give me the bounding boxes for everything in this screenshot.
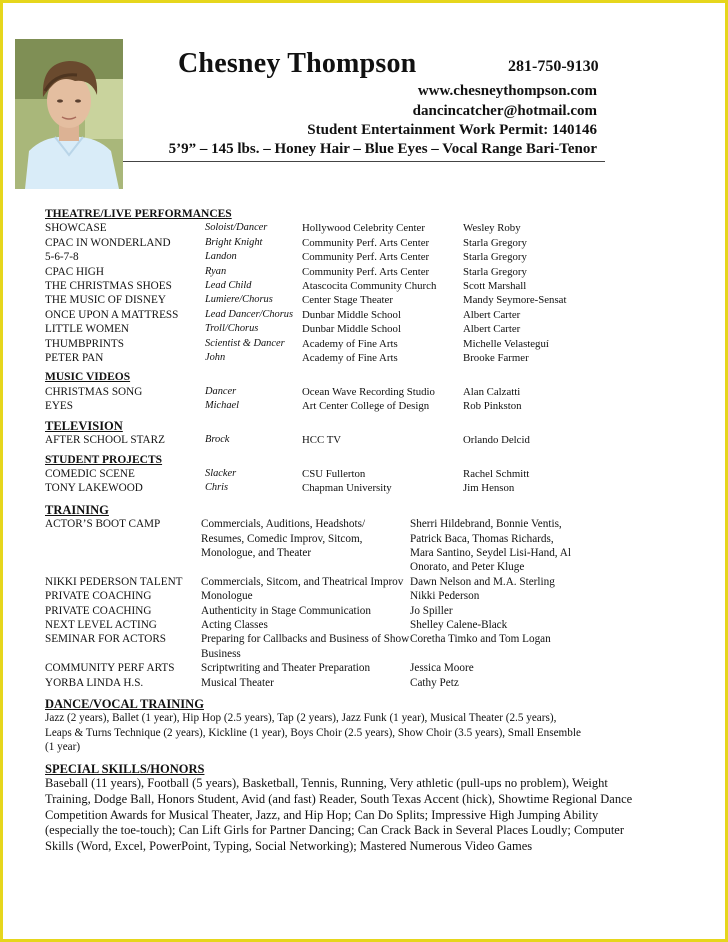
credit-row (45, 221, 645, 235)
training-school: SEMINAR FOR ACTORS (45, 633, 167, 646)
credit-director: Starla Gregory (463, 236, 527, 249)
candidate-name: Chesney Thompson (178, 48, 417, 79)
credit-row (45, 308, 645, 322)
training-school: NIKKI PEDERSON TALENT (45, 575, 183, 588)
training-school: ACTOR’S BOOT CAMP (45, 518, 161, 531)
credit-role: Chris (205, 482, 229, 494)
training-instructors: Dawn Nelson and M.A. Sterling (410, 575, 555, 588)
training-subject: Acting Classes (201, 618, 268, 631)
credit-director: Rob Pinkston (463, 400, 522, 413)
credit-title: SHOWCASE (45, 222, 107, 235)
credit-title: THE CHRISTMAS SHOES (45, 280, 172, 293)
training-instructors: Sherri Hildebrand, Bonnie Ventis, Patrick Baca, Thomas Richards, Mara Santino, Seydel Lisi-Hand, Al Onorato, and Peter Kluge (410, 518, 571, 574)
header-divider (123, 161, 605, 162)
dance-vocal-heading: DANCE/VOCAL TRAINING (45, 697, 204, 711)
credit-director: Starla Gregory (463, 265, 527, 278)
training-table (45, 517, 645, 690)
student-projects-table (45, 467, 645, 496)
theatre-heading: THEATRE/LIVE PERFORMANCES (45, 208, 232, 220)
training-instructors: Jo Spiller (410, 604, 453, 617)
credit-role: Slacker (205, 467, 237, 479)
email: dancincatcher@hotmail.com (412, 103, 597, 119)
training-row (45, 618, 645, 632)
credit-role: Soloist/Dancer (205, 222, 268, 234)
training-school: YORBA LINDA H.S. (45, 676, 144, 689)
work-permit: Student Entertainment Work Permit: 140146 (307, 122, 597, 138)
credit-role: Dancer (205, 385, 237, 397)
credit-role: Michael (205, 400, 240, 412)
training-row (45, 604, 645, 618)
credit-row (45, 433, 645, 447)
credit-venue: Dunbar Middle School (302, 308, 401, 321)
training-school: PRIVATE COACHING (45, 590, 152, 603)
credit-row (45, 236, 645, 250)
training-school: NEXT LEVEL ACTING (45, 618, 157, 631)
training-subject: Authenticity in Stage Communication (201, 604, 371, 617)
credit-row (45, 293, 645, 307)
credit-venue: Dunbar Middle School (302, 323, 401, 336)
credit-role: Lead Dancer/Chorus (205, 308, 294, 320)
headshot-photo (15, 39, 123, 189)
music-videos-heading: MUSIC VIDEOS (45, 371, 131, 384)
credit-row (45, 250, 645, 264)
credit-role: Troll/Chorus (205, 323, 259, 335)
credit-director: Scott Marshall (463, 280, 527, 293)
credit-director: Jim Henson (463, 482, 515, 495)
credit-venue: Community Perf. Arts Center (302, 265, 430, 278)
credit-title: EYES (45, 400, 73, 413)
credit-role: Scientist & Dancer (205, 337, 285, 349)
training-instructors: Shelley Calene-Black (410, 618, 508, 631)
phone-number: 281-750-9130 (508, 58, 599, 75)
credit-title: PETER PAN (45, 352, 104, 365)
credit-row (45, 481, 645, 495)
training-subject: Musical Theater (201, 676, 274, 689)
credit-venue: Community Perf. Arts Center (302, 251, 430, 264)
physical-stats: 5’9” – 145 lbs. – Honey Hair – Blue Eyes – Vocal Range Bari-Tenor (168, 141, 597, 157)
television-heading: TELEVISION (45, 418, 123, 433)
credit-title: THUMBPRINTS (45, 337, 124, 350)
credit-venue: Center Stage Theater (302, 294, 393, 307)
credit-role: Ryan (205, 265, 227, 277)
credit-director: Rachel Schmitt (463, 467, 530, 480)
credit-director: Mandy Seymore-Sensat (463, 294, 567, 307)
credit-venue: HCC TV (302, 434, 342, 447)
training-subject: Preparing for Callbacks and Business of Show Business (201, 633, 410, 660)
credit-row (45, 351, 645, 365)
credit-director: Alan Calzatti (463, 385, 521, 398)
training-row (45, 676, 645, 690)
training-subject: Commercials, Sitcom, and Theatrical Improv (201, 575, 404, 588)
credit-title: AFTER SCHOOL STARZ (45, 434, 165, 447)
credit-venue: Academy of Fine Arts (302, 352, 398, 365)
credit-director: Starla Gregory (463, 251, 527, 264)
training-subject: Scriptwriting and Theater Preparation (201, 662, 371, 675)
credit-role: Lead Child (205, 280, 252, 292)
credit-row (45, 399, 645, 413)
credit-row (45, 385, 645, 399)
credit-title: LITTLE WOMEN (45, 323, 129, 336)
training-instructors: Cathy Petz (410, 676, 459, 689)
credit-venue: Academy of Fine Arts (302, 337, 398, 350)
credit-venue: CSU Fullerton (302, 467, 366, 480)
training-heading: TRAINING (45, 502, 109, 517)
music-videos-table (45, 385, 645, 414)
training-row (45, 632, 645, 661)
credit-title: COMEDIC SCENE (45, 467, 135, 480)
credit-venue: Art Center College of Design (302, 400, 430, 413)
training-school: PRIVATE COACHING (45, 604, 152, 617)
training-row (45, 589, 645, 603)
special-skills-text: Baseball (11 years), Football (5 years), Basketball, Tennis, Running, Very athletic (pull-ups no problem), Weight Training, Dodge Ball, Honors Student, Avid (and fast) Reader, South Texas Accent (hick), Showtime Regional Dance Competition Awards for Musical Theater, Jazz, and Hip Hop; Can Do Splits; Impressive High Jumping Ability (especially the toe-touch); Can Lift Girls for Partner Dancing; Can Crack Back in Several Places Loudly; Computer Skills (Word, Excel, PowerPoint, Typing, Social Networking); Mastered Numerous Video Games (45, 776, 633, 854)
training-instructors: Coretha Timko and Tom Logan (410, 633, 551, 646)
credit-director: Brooke Farmer (463, 352, 529, 365)
training-school: COMMUNITY PERF ARTS (45, 662, 175, 675)
credit-title: THE MUSIC OF DISNEY (45, 294, 166, 307)
credit-director: Orlando Delcid (463, 434, 530, 447)
credit-title: CHRISTMAS SONG (45, 385, 143, 398)
credit-row (45, 265, 645, 279)
credit-venue: Chapman University (302, 482, 392, 495)
training-instructors: Nikki Pederson (410, 590, 480, 603)
training-row (45, 575, 645, 589)
credit-row (45, 279, 645, 293)
credit-role: Landon (205, 251, 237, 263)
special-skills-heading: SPECIAL SKILLS/HONORS (45, 761, 205, 776)
credit-director: Albert Carter (463, 323, 521, 336)
credit-row (45, 467, 645, 481)
credit-venue: Atascocita Community Church (302, 280, 437, 293)
credit-venue: Community Perf. Arts Center (302, 236, 430, 249)
training-row (45, 517, 645, 575)
training-subject: Monologue (201, 590, 253, 603)
credit-role: John (205, 352, 226, 364)
credit-role: Lumiere/Chorus (205, 294, 273, 306)
credit-venue: Hollywood Celebrity Center (302, 222, 425, 235)
credit-role: Bright Knight (205, 236, 263, 248)
credit-title: CPAC HIGH (45, 265, 104, 278)
credit-director: Michelle Velasteguí (463, 337, 549, 350)
headshot-image (15, 39, 123, 189)
credit-role: Brock (205, 434, 230, 446)
credit-director: Albert Carter (463, 308, 521, 321)
theatre-table (45, 221, 645, 365)
training-subject: Commercials, Auditions, Headshots/ Resumes, Comedic Improv, Sitcom, Monologue, and Theater (201, 518, 366, 559)
television-table (45, 433, 645, 447)
credit-title: CPAC IN WONDERLAND (45, 236, 171, 249)
credit-title: 5-6-7-8 (45, 251, 79, 264)
website: www.chesneythompson.com (417, 83, 597, 99)
training-instructors: Jessica Moore (410, 662, 474, 675)
credit-title: ONCE UPON A MATTRESS (45, 308, 179, 321)
student-projects-heading: STUDENT PROJECTS (45, 453, 163, 466)
credit-row (45, 322, 645, 336)
credit-title: TONY LAKEWOOD (45, 482, 143, 495)
training-row (45, 661, 645, 675)
dance-vocal-text: Jazz (2 years), Ballet (1 year), Hip Hop (2.5 years), Tap (2 years), Jazz Funk (1 year), Musical Theater (2.5 years), Leaps & Turns Technique (2 years), Kickline (1 year), Boys Choir (2.5 years), Show Choir (3.5 years), Small Ensemble (1 year) (45, 712, 581, 754)
credit-row (45, 337, 645, 351)
credit-venue: Ocean Wave Recording Studio (302, 385, 435, 398)
resume-body (45, 207, 645, 855)
credit-director: Wesley Roby (463, 222, 521, 235)
